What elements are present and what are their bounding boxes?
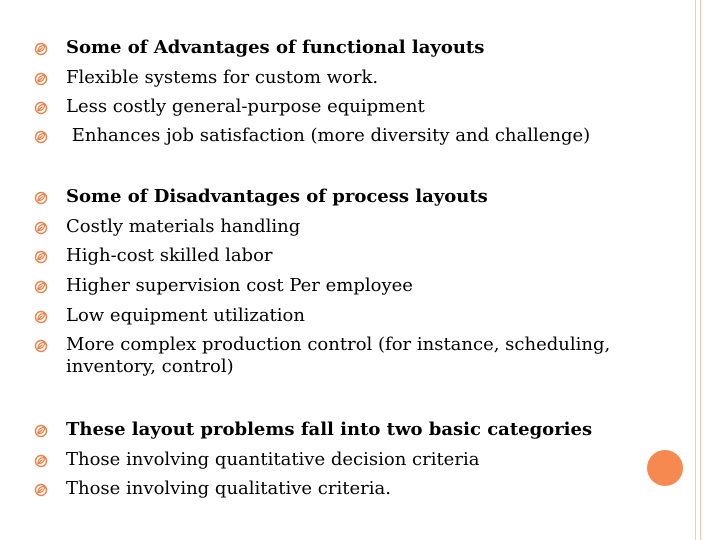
leaf-bullet-icon bbox=[34, 339, 48, 353]
section-heading-disadvantages: Some of Disadvantages of process layouts bbox=[66, 186, 488, 207]
list-item-text: Those involving quantitative decision criteria bbox=[66, 449, 480, 470]
list-item-text: Low equipment utilization bbox=[66, 305, 305, 326]
slide-frame-line bbox=[695, 0, 701, 540]
leaf-bullet-icon bbox=[34, 191, 48, 205]
list-item-text: Less costly general-purpose equipment bbox=[66, 96, 425, 117]
list-item-text: Flexible systems for custom work. bbox=[66, 67, 379, 88]
leaf-bullet-icon bbox=[34, 280, 48, 294]
leaf-bullet-icon bbox=[34, 454, 48, 468]
leaf-bullet-icon bbox=[34, 130, 48, 144]
leaf-bullet-icon bbox=[34, 221, 48, 235]
section-heading-advantages: Some of Advantages of functional layouts bbox=[66, 37, 485, 58]
list-item-text: Enhances job satisfaction (more diversity and challenge) bbox=[66, 125, 591, 146]
leaf-bullet-icon bbox=[34, 483, 48, 497]
leaf-bullet-icon bbox=[34, 42, 48, 56]
list-item-text: Costly materials handling bbox=[66, 216, 301, 237]
leaf-bullet-icon bbox=[34, 310, 48, 324]
list-item-text: Those involving qualitative criteria. bbox=[66, 478, 391, 499]
list-item-text: High-cost skilled labor bbox=[66, 245, 273, 266]
leaf-bullet-icon bbox=[34, 250, 48, 264]
leaf-bullet-icon bbox=[34, 101, 48, 115]
leaf-bullet-icon bbox=[34, 424, 48, 438]
leaf-bullet-icon bbox=[34, 72, 48, 86]
section-heading-categories: These layout problems fall into two basic categories bbox=[66, 419, 593, 440]
list-item-text: More complex production control (for instance, scheduling, inventory, control) bbox=[66, 334, 611, 377]
list-item-text: Higher supervision cost Per employee bbox=[66, 275, 413, 296]
